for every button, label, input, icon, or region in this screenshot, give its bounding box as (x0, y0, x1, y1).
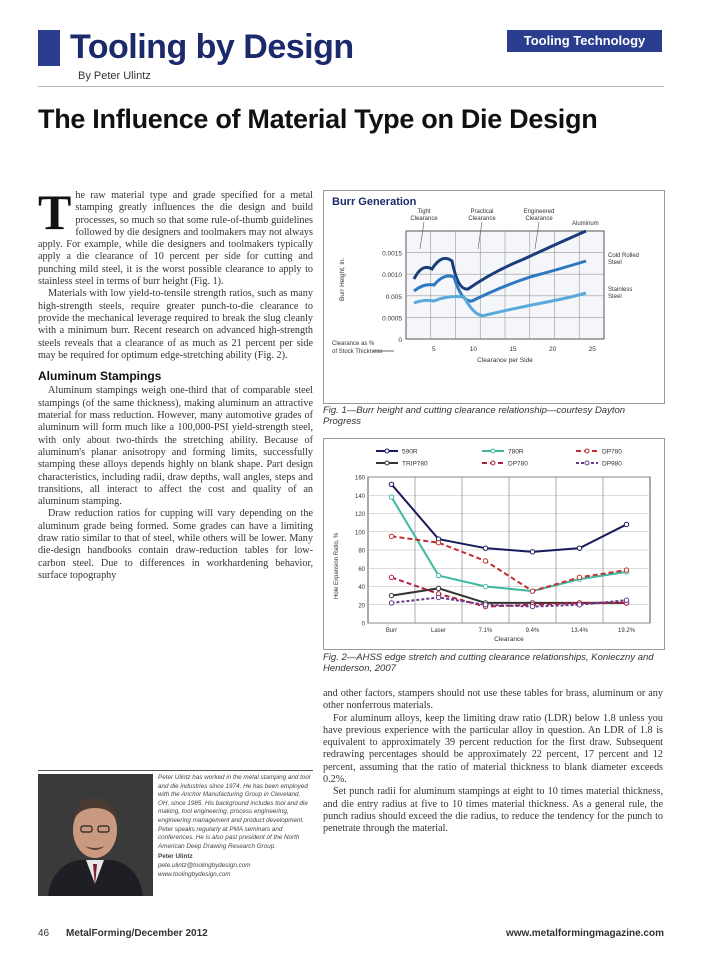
intro-paragraph-2: Materials with low yield-to-tensile strength ratios, such as many high-strength steels, require greater punch-to-die clearance to provide the mechanical leverage required to break the slug cleanly with a minimum burr. Recent research on advanced high-strength steels reveals that a clearance of as much as 21 percent per side may be required for optimum edge-stretching ability (Fig. 2). (38, 288, 313, 361)
figure-1-caption: Fig. 1—Burr height and cutting clearance relationship—courtesy Dayton Progress (323, 405, 626, 427)
y-axis-label: Burr Height, in. (339, 257, 346, 301)
subhead-aluminum: Aluminum Stampings (38, 369, 162, 384)
legend-marker (491, 461, 495, 465)
data-point (389, 593, 393, 597)
legend-label: DP780 (508, 460, 528, 468)
legend-label: 780R (508, 448, 524, 456)
author-photo (38, 774, 153, 896)
publication-name: MetalForming/December 2012 (66, 928, 208, 939)
legend-marker (585, 461, 589, 465)
y-tick-label: 0.0015 (382, 250, 402, 258)
x-tick-label: 20 (548, 346, 557, 353)
y-tick-label: 80 (358, 548, 365, 555)
data-point (483, 603, 487, 607)
bio-email[interactable]: pete.ulintz@toolingbydesign.com (158, 861, 251, 869)
x-note-line1: Clearance as % (332, 341, 375, 347)
series-label: Cold Rolled (608, 253, 640, 259)
data-point (483, 559, 487, 563)
data-point (436, 573, 440, 577)
chart-title: Burr Generation (332, 196, 417, 208)
data-point (530, 589, 534, 593)
data-point (624, 598, 628, 602)
legend-marker (585, 449, 589, 453)
legend-label: DP780 (602, 448, 622, 456)
annotation-label: Engineered (523, 209, 555, 215)
x-tick-label: 9.4% (525, 628, 540, 634)
y-tick-label: 100 (354, 530, 365, 537)
x-tick-label: 5 (431, 346, 436, 353)
header-rule (38, 86, 664, 87)
x-tick-label: 19.2% (617, 628, 636, 634)
data-point (577, 546, 581, 550)
data-point (436, 595, 440, 599)
x-tick-label: Burr (385, 628, 398, 634)
data-point (577, 575, 581, 579)
y-tick-label: 0 (361, 621, 365, 628)
bio-rule (38, 770, 313, 771)
author-bio (158, 774, 313, 879)
data-point (483, 546, 487, 550)
annotation-label: Practical (470, 209, 494, 215)
annotation-label: Clearance (468, 216, 496, 222)
series-label: Stainless (608, 287, 633, 293)
intro-paragraph-1: he raw material type and grade specified for a metal stamping greatly influences the die design and build processes, so much so that some rule-of-thumb guidelines followed by die designers and toolmakers may not always apply. For example, while die designers and toolmakers typically apply a die clearance of 10 percent per side for cutting and punching mild steel, it is the worst possible clearance to apply to stainless steel in terms of burr height (Fig. 1). (38, 190, 313, 288)
y-axis-label: Hole Expansion Ratio, % (334, 532, 340, 599)
series-label: Aluminum (572, 221, 599, 227)
x-axis-label: Clearance per Side (477, 357, 533, 364)
data-point (483, 584, 487, 588)
right-paragraph-1: and other factors, stampers should not use these tables for brass, aluminum or any other nonferrous materials. (323, 688, 663, 712)
byline: By Peter Ulintz (78, 70, 151, 82)
data-point (389, 534, 393, 538)
figure-1 (323, 190, 665, 404)
legend-label: 590R (402, 448, 418, 456)
y-tick-label: 120 (354, 512, 365, 518)
x-tick-label: 10 (469, 346, 478, 353)
page-number: 46 (38, 928, 50, 939)
x-tick-label: Laser (430, 628, 447, 634)
bio-name: Peter Ulintz (158, 853, 193, 861)
legend-label: TRIP780 (402, 460, 428, 468)
series-label: Steel (608, 294, 622, 300)
legend-marker (385, 449, 389, 453)
data-point (436, 586, 440, 590)
hole-expansion-chart (324, 439, 664, 649)
aluminum-paragraph-1: Aluminum stampings weigh one-third that of comparable steel stampings (of the same thickness), making aluminum an attractive material for mass reduction. However, many automotive grades of aluminum will form much like a 100,000-PSI yield-strength steel, with only about two-thirds the stretching ability. Because of aluminum's planar anisotropy and forming limits, successfully stamping these alloys depends highly on blank shape. Part design characteristics, including radii, draw depths, wall angles, steps and transitions, all interact to affect the cost and quality of an aluminum stamping. (38, 385, 313, 508)
data-point (389, 601, 393, 605)
right-column (323, 688, 663, 836)
section-title: Tooling by Design (70, 28, 354, 66)
legend-marker (491, 449, 495, 453)
data-point (577, 603, 581, 607)
legend-marker (385, 461, 389, 465)
y-tick-label: 0.005 (385, 293, 402, 301)
x-tick-label: 7.1% (478, 628, 493, 634)
series-label: Steel (608, 260, 622, 266)
annotation-label: Tight (417, 209, 431, 215)
x-note-line2: of Stock Thickness (332, 349, 383, 355)
dropcap: T (38, 184, 72, 240)
data-point (530, 604, 534, 608)
legend-label: DP980 (602, 460, 622, 468)
bio-website[interactable]: www.toolingbydesign.com (158, 870, 231, 878)
annotation-label: Clearance (525, 216, 553, 222)
data-point (389, 575, 393, 579)
x-tick-label: 25 (588, 346, 596, 353)
right-paragraph-3: Set punch radii for aluminum stampings at eight to 10 times material thickness, and die entry radius at five to 10 times material thickness. As a general rule, the punch radius should exceed the die radius, to reduce the tendency for the punch to penetrate through the material. (323, 786, 663, 835)
data-point (624, 568, 628, 572)
figure-2 (323, 438, 665, 650)
bio-text: Peter Ulintz has worked in the metal stamping and tool and die industries since 1974. He has been employed with the Anchor Manufacturing Group in Cleveland, OH, since 1985. His background includes tool and die making, tool engineering, process engineering, engineering management and product development. Peter speaks regularly at PMA seminars and conferences. He is also past president of the North American Deep Drawing Research Group. (158, 774, 311, 850)
data-point (389, 482, 393, 486)
section-color-bar (38, 30, 60, 66)
burr-generation-chart (324, 191, 664, 403)
y-tick-label: 0.0005 (382, 315, 402, 323)
data-point (624, 522, 628, 526)
x-tick-label: 13.4% (570, 628, 589, 634)
y-tick-label: 40 (358, 585, 365, 591)
y-tick-label: 140 (354, 493, 365, 500)
article-headline: The Influence of Material Type on Die Design (38, 104, 598, 134)
aluminum-paragraph-2: Draw reduction ratios for cupping will vary depending on the aluminum grade being formed. Some grades can have a limiting draw ratio similar to that of steel, while others will be lower. Many die-design handbooks contain draw-reduction tables for low-carbon steel. Due to differences in workhardening behavior, surface topography (38, 508, 313, 581)
y-tick-label: 60 (358, 566, 365, 573)
left-column (38, 184, 313, 582)
x-axis-label: Clearance (494, 636, 524, 643)
data-point (436, 541, 440, 545)
annotation-label: Clearance (410, 216, 438, 222)
x-tick-label: 15 (509, 346, 517, 353)
y-tick-label: 20 (358, 603, 365, 610)
y-tick-label: 160 (354, 475, 365, 482)
publication-website[interactable]: www.metalformingmagazine.com (506, 928, 664, 939)
data-point (389, 495, 393, 499)
right-paragraph-2: For aluminum alloys, keep the limiting draw ratio (LDR) below 1.8 unless you have previous experience with the particular alloy in question. An LDR of 1.8 is equivalent to approximately 39 percent reduction for the first draw. Subsequent redrawing percentages should be approximately 22 percent, 17 percent and 12 percent, assuming that the ratio of material thickness to blank diameter exceeds 0.2%. (323, 712, 663, 786)
data-point (530, 550, 534, 554)
figure-2-caption: Fig. 2—AHSS edge stretch and cutting clearance relationships, Konieczny and Henderson, 2007 (323, 652, 654, 674)
section-tag: Tooling Technology (507, 30, 662, 52)
y-tick-label: 0.0010 (382, 272, 402, 280)
y-tick-label: 0 (398, 337, 402, 344)
